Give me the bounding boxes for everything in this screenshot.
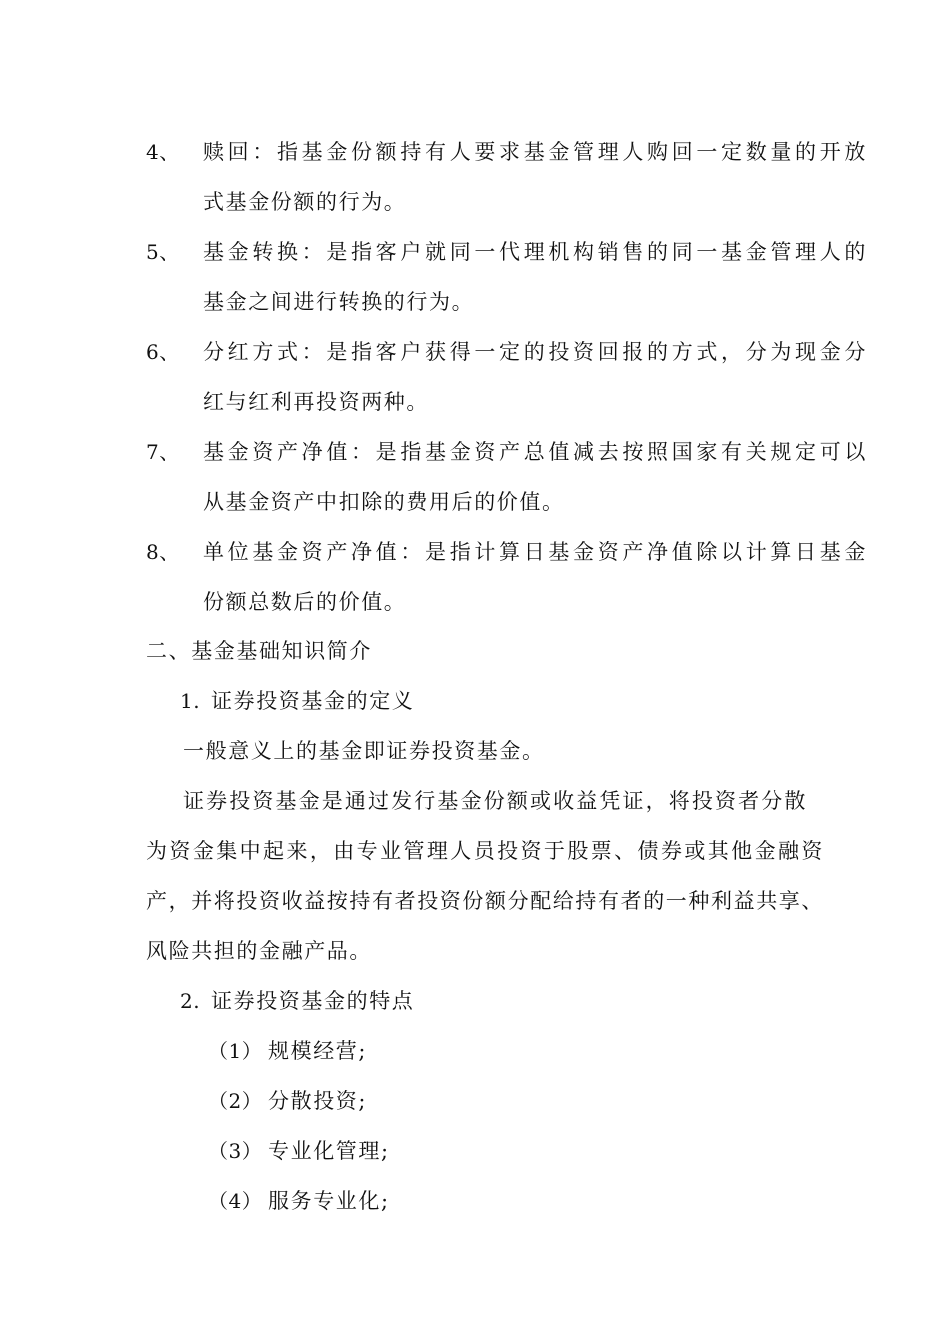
definition-7-number: 7、	[146, 440, 180, 464]
feature-3-text: 专业化管理;	[268, 1139, 390, 1163]
definition-6-line2: 红与红利再投资两种。	[203, 390, 429, 414]
feature-1-text: 规模经营;	[268, 1039, 368, 1063]
definition-7-line2: 从基金资产中扣除的费用后的价值。	[203, 490, 565, 514]
feature-4-text: 服务专业化;	[268, 1189, 390, 1213]
definition-6-number: 6、	[146, 340, 180, 364]
feature-2-number: （2）	[208, 1089, 263, 1113]
definition-6-line1: 分红方式：是指客户获得一定的投资回报的方式，分为现金分	[203, 340, 867, 364]
subsection-2-number: 2.	[180, 989, 201, 1013]
definition-5-number: 5、	[146, 240, 180, 264]
definition-8-number: 8、	[146, 540, 180, 564]
paragraph-2-line2: 为资金集中起来，由专业管理人员投资于股票、债券或其他金融资	[146, 839, 824, 863]
definition-4-line1: 赎回：指基金份额持有人要求基金管理人购回一定数量的开放	[203, 140, 867, 164]
paragraph-2-line3: 产，并将投资收益按持有者投资份额分配给持有者的一种利益共享、	[146, 889, 824, 913]
subsection-1-number: 1.	[180, 689, 201, 713]
definition-4-number: 4、	[146, 140, 180, 164]
feature-2-text: 分散投资;	[268, 1089, 368, 1113]
definition-5-line2: 基金之间进行转换的行为。	[203, 290, 475, 314]
paragraph-1: 一般意义上的基金即证券投资基金。	[183, 739, 545, 763]
subsection-2-title: 证券投资基金的特点	[211, 989, 415, 1013]
paragraph-2-line1: 证券投资基金是通过发行基金份额或收益凭证，将投资者分散	[183, 789, 807, 813]
paragraph-2-line4: 风险共担的金融产品。	[146, 939, 372, 963]
definition-7-line1: 基金资产净值：是指基金资产总值减去按照国家有关规定可以	[203, 440, 867, 464]
feature-1-number: （1）	[208, 1039, 263, 1063]
subsection-1-title: 证券投资基金的定义	[211, 689, 415, 713]
section-heading: 二、基金基础知识简介	[146, 639, 372, 663]
feature-3-number: （3）	[208, 1139, 263, 1163]
definition-8-line2: 份额总数后的价值。	[203, 590, 407, 614]
definition-8-line1: 单位基金资产净值：是指计算日基金资产净值除以计算日基金	[203, 540, 867, 564]
feature-4-number: （4）	[208, 1189, 263, 1213]
definition-4-line2: 式基金份额的行为。	[203, 190, 407, 214]
definition-5-line1: 基金转换：是指客户就同一代理机构销售的同一基金管理人的	[203, 240, 867, 264]
